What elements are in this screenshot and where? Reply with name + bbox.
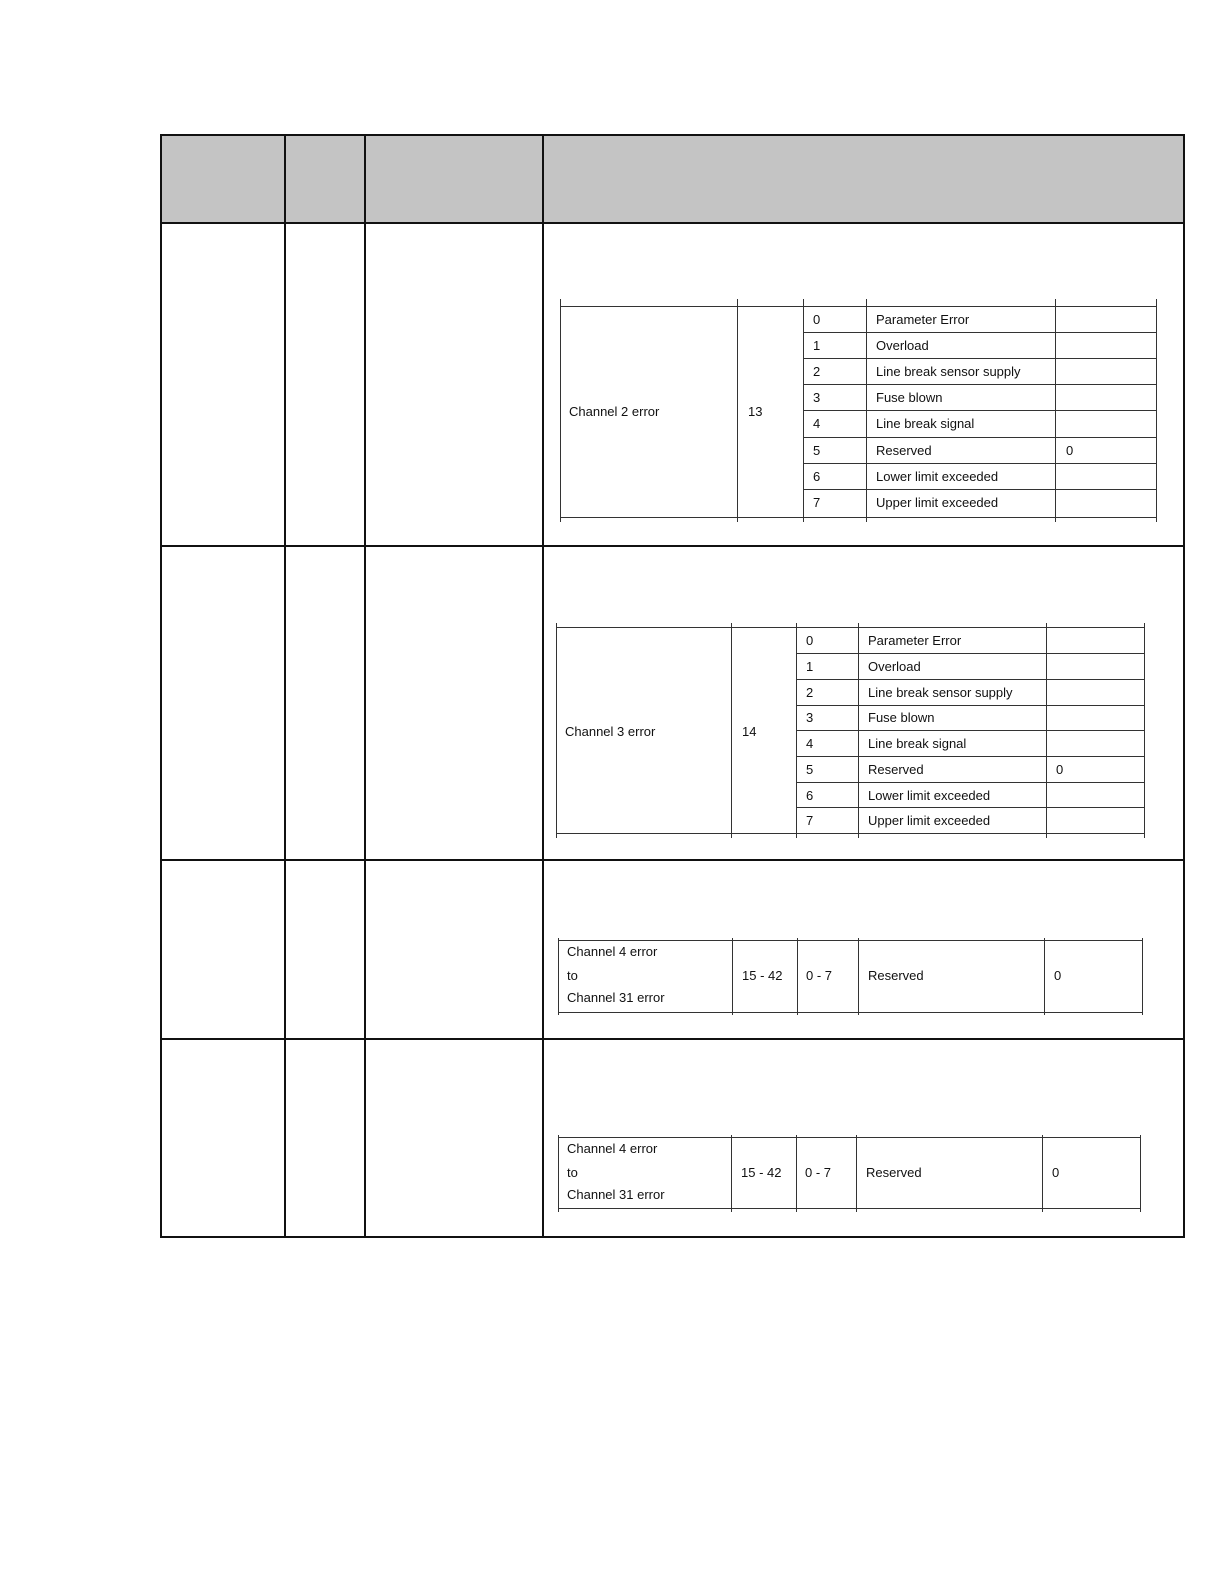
bit-number: 6 — [813, 469, 821, 484]
table-border — [160, 1236, 1185, 1238]
bit-description: Upper limit exceeded — [876, 495, 999, 510]
bit-description: Reserved — [868, 968, 924, 983]
table-border — [1183, 134, 1185, 1238]
row-divider — [160, 1038, 1185, 1040]
bit-number: 0 — [813, 312, 821, 327]
byte-range: 15 - 42 — [742, 968, 783, 983]
column-divider — [542, 134, 544, 1238]
bit-description: Upper limit exceeded — [868, 813, 991, 828]
byte-number: 13 — [748, 404, 763, 419]
bit-description: Reserved — [866, 1165, 922, 1180]
channel-range-to: to — [567, 1165, 578, 1180]
channel-range-start: Channel 4 error — [567, 1141, 658, 1156]
byte-range: 15 - 42 — [741, 1165, 782, 1180]
bit-number: 4 — [813, 416, 821, 431]
table-border — [160, 134, 162, 1238]
bit-description: Line break sensor supply — [876, 364, 1021, 379]
bit-number: 1 — [806, 659, 814, 674]
bit-number: 3 — [813, 390, 821, 405]
channel-4-31-error-table — [558, 1134, 1142, 1213]
default-value: 0 — [1066, 443, 1074, 458]
bit-description: Reserved — [876, 443, 932, 458]
bit-number: 7 — [806, 813, 814, 828]
bit-description: Overload — [868, 659, 921, 674]
channel-name: Channel 2 error — [569, 404, 660, 419]
bit-description: Fuse blown — [868, 710, 935, 725]
bit-description: Overload — [876, 338, 929, 353]
row-divider — [160, 222, 1185, 224]
bit-description: Line break signal — [868, 736, 967, 751]
bit-number: 3 — [806, 710, 814, 725]
channel-range-to: to — [567, 968, 578, 983]
bit-number: 0 — [806, 633, 814, 648]
bit-description: Fuse blown — [876, 390, 943, 405]
bit-number: 2 — [813, 364, 821, 379]
table-border — [160, 134, 1185, 136]
channel-name: Channel 3 error — [565, 724, 656, 739]
bit-description: Parameter Error — [876, 312, 970, 327]
default-value: 0 — [1052, 1165, 1060, 1180]
channel-range-end: Channel 31 error — [567, 1187, 665, 1202]
channel-2-error-table — [560, 298, 1158, 522]
row-divider — [160, 859, 1185, 861]
bit-description: Line break sensor supply — [868, 685, 1013, 700]
bit-number: 5 — [813, 443, 821, 458]
channel-3-error-table — [556, 622, 1146, 838]
bit-description: Lower limit exceeded — [868, 788, 991, 803]
column-divider — [364, 134, 366, 1238]
bit-number: 1 — [813, 338, 821, 353]
row-divider — [160, 545, 1185, 547]
channel-range-end: Channel 31 error — [567, 990, 665, 1005]
table-header-row — [160, 134, 1185, 223]
bit-number: 5 — [806, 762, 814, 777]
channel-range-start: Channel 4 error — [567, 944, 658, 959]
column-divider — [284, 134, 286, 1238]
bit-number: 4 — [806, 736, 814, 751]
bit-number: 2 — [806, 685, 814, 700]
channel-4-31-error-table — [558, 937, 1144, 1016]
bit-number: 7 — [813, 495, 821, 510]
default-value: 0 — [1054, 968, 1062, 983]
bit-number: 6 — [806, 788, 814, 803]
byte-number: 14 — [742, 724, 757, 739]
bit-description: Reserved — [868, 762, 924, 777]
bit-description: Line break signal — [876, 416, 975, 431]
bit-range: 0 - 7 — [806, 968, 833, 983]
bit-description: Parameter Error — [868, 633, 962, 648]
default-value: 0 — [1056, 762, 1064, 777]
bit-description: Lower limit exceeded — [876, 469, 999, 484]
bit-range: 0 - 7 — [805, 1165, 832, 1180]
